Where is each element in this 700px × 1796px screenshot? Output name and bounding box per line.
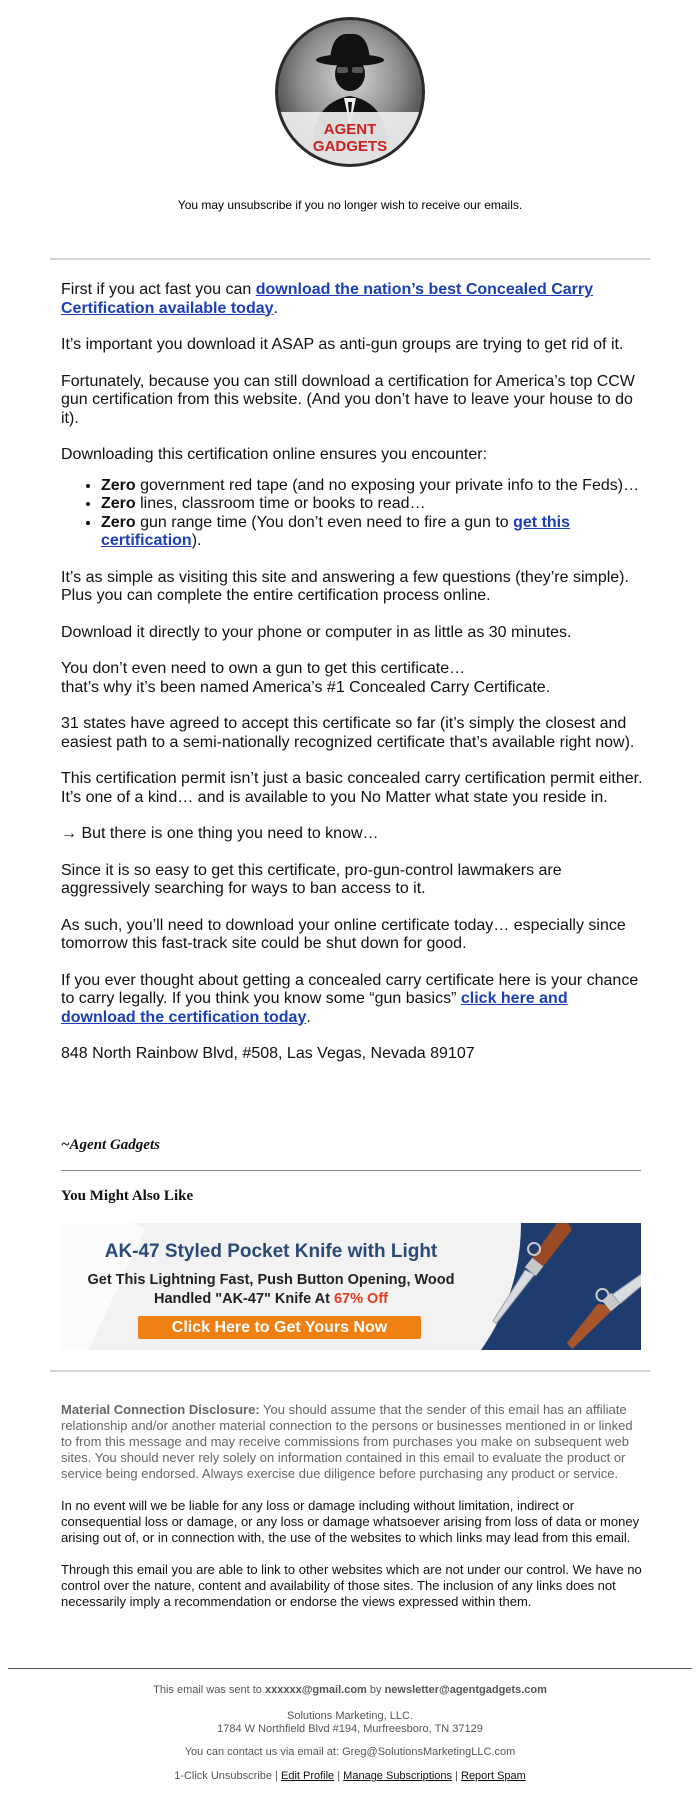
paragraph-intro bbox=[61, 281, 643, 318]
separator: | bbox=[272, 1770, 281, 1782]
divider bbox=[61, 1170, 641, 1171]
sender-email: newsletter@agentgadgets.com bbox=[384, 1684, 547, 1696]
paragraph: As such, you’ll need to download your online certificate today… especially since tomorrow this fast-track site could be shut down for good. bbox=[61, 916, 626, 952]
banner-title: AK-47 Styled Pocket Knife with Light bbox=[104, 1241, 438, 1262]
divider bbox=[50, 258, 650, 260]
discount-text: 67% Off bbox=[333, 1291, 388, 1307]
banner-line: Get This Lightning Fast, Push Button Opening, Wood bbox=[87, 1272, 455, 1288]
material-connection-disclosure bbox=[61, 1402, 643, 1482]
company-name: Solutions Marketing, LLC. bbox=[287, 1710, 413, 1722]
mailing-address: 848 North Rainbow Blvd, #508, Las Vegas, Nevada 89107 bbox=[61, 1045, 475, 1062]
list-item bbox=[101, 514, 643, 551]
divider bbox=[50, 1370, 650, 1372]
logo-text-gadgets: GADGETS bbox=[312, 138, 388, 155]
divider bbox=[8, 1668, 692, 1669]
paragraph: Download it directly to your phone or computer in as little as 30 minutes. bbox=[61, 623, 572, 641]
unsubscribe-notice: You may unsubscribe if you no longer wish to receive our emails. bbox=[177, 198, 523, 212]
text: . bbox=[273, 299, 278, 317]
text: lines, classroom time or books to read… bbox=[135, 495, 426, 512]
paragraph: It’s important you download it ASAP as anti-gun groups are trying to get rid of it. bbox=[61, 336, 624, 353]
click-here-download-link[interactable]: click here and download the certification today bbox=[61, 990, 568, 1026]
text: government red tape (and no exposing your private info to the Feds)… bbox=[135, 476, 640, 494]
text: This email was sent to bbox=[153, 1684, 265, 1696]
list-item bbox=[101, 477, 643, 496]
text: ). bbox=[191, 532, 202, 549]
signature: ~Agent Gadgets bbox=[61, 1137, 160, 1153]
paragraph: Downloading this certification online ensures you encounter: bbox=[61, 446, 488, 463]
bold-text: Zero bbox=[101, 495, 136, 512]
banner-line bbox=[61, 1290, 481, 1309]
paragraph: This certification permit isn’t just a basic concealed carry certification permit either. It’s one of a kind… and is available to you No Matter what state you reside in. bbox=[61, 770, 643, 806]
one-click-unsubscribe[interactable]: 1-Click Unsubscribe bbox=[174, 1770, 272, 1782]
agent-gadgets-logo[interactable] bbox=[274, 16, 426, 168]
paragraph: 31 states have agreed to accept this certificate so far (it’s simply the closest and easiest path to a semi-nationally recognized certificate that’s available right now). bbox=[61, 715, 635, 751]
knife-image bbox=[481, 1223, 641, 1350]
contact-line: You can contact us via email at: Greg@SolutionsMarketingLLC.com bbox=[184, 1746, 516, 1758]
logo-text-agent: AGENT bbox=[323, 121, 377, 138]
separator: | bbox=[334, 1770, 344, 1782]
separator: | bbox=[452, 1770, 461, 1782]
get-certification-link[interactable]: get this certification bbox=[101, 513, 571, 549]
bold-text: Zero bbox=[101, 513, 136, 531]
text: You should assume that the sender of this email has an affiliate relationship and/or another material connection to the persons or businesses mentioned in or linked to from this message and may receive commissions from purchases you make on subsequent web sites. You should never rely solely on information contained in this email to evaluate the product or service being endorsed. Always exercise due diligence before purchasing any product or service. bbox=[61, 1402, 633, 1481]
text: First if you act fast you can bbox=[61, 281, 256, 298]
bold-text: Zero bbox=[101, 476, 136, 494]
disclosure-section bbox=[61, 1402, 643, 1626]
text: by bbox=[366, 1684, 385, 1696]
liability-notice: In no event will we be liable for any loss or damage including without limitation, indirect or consequential loss or damage, or any loss or damage whatsoever arising from loss of data or money arising out of, or in connection with, the use of the websites to which links may lead from this email. bbox=[61, 1498, 640, 1545]
recipient-email: xxxxxx@gmail.com bbox=[264, 1684, 367, 1696]
benefits-list bbox=[61, 477, 643, 551]
edit-profile-link[interactable]: Edit Profile bbox=[280, 1770, 335, 1782]
paragraph bbox=[61, 660, 643, 697]
company-address: 1784 W Northfield Blvd #194, Murfreesboro, TN 37129 bbox=[217, 1723, 483, 1735]
disclosure-label: Material Connection Disclosure: bbox=[61, 1402, 260, 1417]
text: . bbox=[306, 1008, 311, 1026]
text: If you ever thought about getting a concealed carry certificate here is your chance to carry legally. If you think you know some “gun basics” bbox=[61, 971, 639, 1007]
paragraph: Fortunately, because you can still download a certification for America’s top CCW gun certification from this website. (And you don’t have to leave your house to do it). bbox=[61, 372, 635, 427]
manage-subscriptions-link[interactable]: Manage Subscriptions bbox=[343, 1770, 453, 1782]
paragraph: It’s as simple as visiting this site and answering a few questions (they’re simple). Plus you can complete the entire certification process online. bbox=[61, 568, 629, 604]
footer-links bbox=[0, 1770, 700, 1783]
list-item bbox=[101, 495, 643, 514]
banner-description bbox=[61, 1271, 481, 1309]
spy-logo-icon bbox=[274, 16, 426, 168]
download-certification-link[interactable]: download the nation’s best Concealed Carry Certification available today bbox=[61, 281, 593, 317]
paragraph: Since it is so easy to get this certificate, pro-gun-control lawmakers are aggressively searching for ways to ban access to it. bbox=[61, 861, 562, 897]
text: You don’t even need to own a gun to get this certificate… bbox=[61, 660, 466, 677]
get-yours-now-button[interactable]: Click Here to Get Yours Now bbox=[138, 1316, 421, 1339]
paragraph: → But there is one thing you need to know… bbox=[61, 825, 379, 842]
knife-promo-banner[interactable] bbox=[61, 1223, 641, 1350]
paragraph bbox=[61, 972, 643, 1028]
report-spam-link[interactable]: Report Spam bbox=[461, 1770, 526, 1782]
external-links-notice: Through this email you are able to link to other websites which are not under our control. We have no control over the nature, content and availability of those sites. The inclusion of any links does not necessarily imply a recommendation or endorse the views expressed within them. bbox=[61, 1562, 642, 1609]
text: Handled "AK-47" Knife At bbox=[154, 1291, 334, 1307]
sent-to-line bbox=[0, 1684, 700, 1697]
email-body bbox=[61, 281, 643, 1082]
text: that’s why it’s been named America’s #1 Concealed Carry Certificate. bbox=[61, 678, 551, 696]
text: gun range time (You don’t even need to fire a gun to bbox=[135, 513, 514, 531]
you-might-also-like-heading: You Might Also Like bbox=[61, 1188, 194, 1204]
